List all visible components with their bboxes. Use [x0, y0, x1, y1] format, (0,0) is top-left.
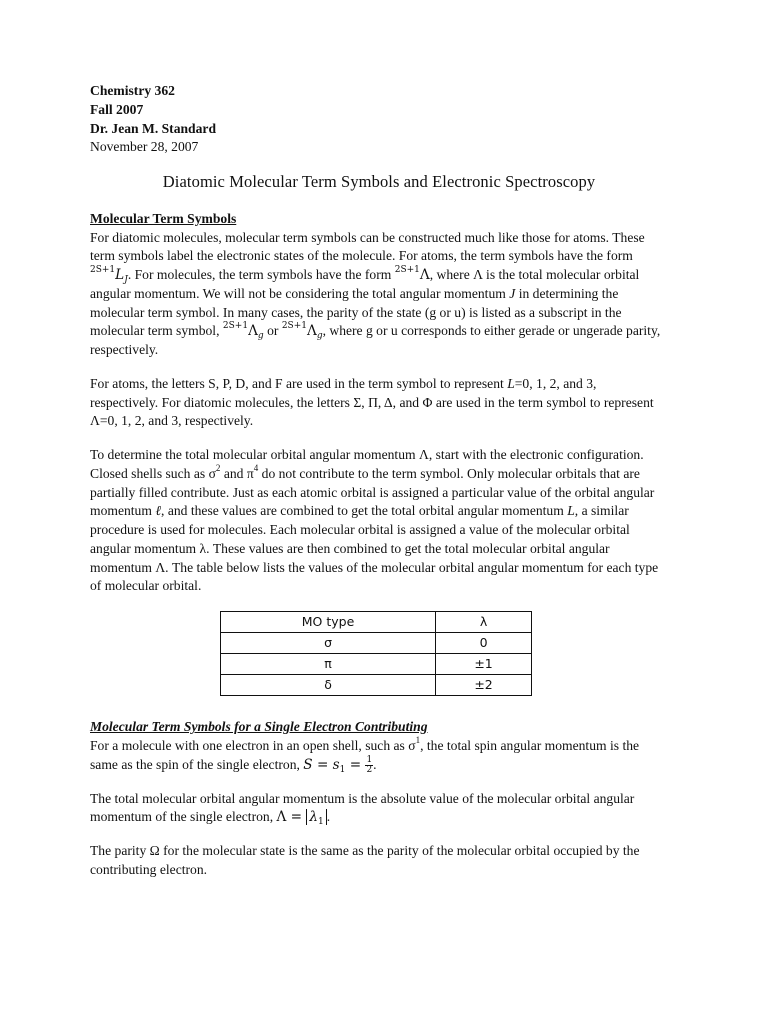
spin-equation: $S = s_1$ = $\frac{1}{2}$ [303, 754, 373, 775]
date: November 28, 2007 [90, 139, 199, 155]
section-heading-single-electron: Molecular Term Symbols for a Single Electron Contributing [90, 719, 428, 735]
sigma-one: $\sigma^1$ [408, 734, 421, 753]
instructor: Dr. Jean M. Standard [90, 120, 217, 136]
molecular-term-symbol: $^{2S+1}$Λ [394, 265, 430, 284]
sigma-squared: $\sigma^2$ [208, 462, 221, 481]
document-title: Diatomic Molecular Term Symbols and Electronic Spectroscopy [162, 172, 596, 191]
mo-type-table [220, 611, 532, 696]
section-heading-term-symbols: Molecular Term Symbols [90, 210, 237, 226]
table-header-cell: MO type [221, 612, 436, 633]
table-header-cell: λ [436, 612, 532, 633]
document-header [90, 82, 668, 157]
lambda-equation: $\Lambda = \lambda_1$ [277, 809, 327, 825]
course-name: Chemistry 362 [90, 83, 175, 98]
table-cell: ±1 [436, 654, 532, 675]
table-header-row [221, 612, 532, 633]
table-cell: π [221, 654, 436, 675]
paragraph-term-symbol-form: For diatomic molecules, molecular term symbols can be constructed much like those for atoms. These term symbols label the electronic states of the molecule. For atoms, the term symbols have the form $^{2S+1}L_J$. For molecules, the term symbols have the form $^{2S+1}$Λ, where Λ is the total molecular orbital angular momentum. We will not be considering the total angular momentum J in determining the molecular term symbol. In many cases, the parity of the state (g or u) is listed as a subscript in the molecular term symbol, $^{2S+1}\Lambda_g$ or $^{2S+1}\Lambda_g$, where g or u corresponds to either gerade or ungerade parity, respectively. [90, 229, 661, 358]
document-page [90, 82, 668, 895]
table-row [221, 654, 532, 675]
paragraph-total-angular-momentum: To determine the total molecular orbital angular momentum Λ, start with the electronic configuration. Closed shells such as $\sigma^2$ and $\pi^4$ do not contribute to the term symbol. Only molecular orbitals that are partially filled contribute. Just as each atomic orbital is assigned a particular value of the orbital angular momentum ℓ, and these values are combined to get the total orbital angular momentum L, a similar procedure is used for molecules. Each molecular orbital is assigned a value of the molecular orbital angular momentum λ. These values are then combined to get the total molecular orbital angular momentum Λ. The table below lists the values of the molecular orbital angular momentum for each type of molecular orbital. [90, 447, 659, 594]
term: Fall 2007 [90, 101, 144, 117]
table-row [221, 633, 532, 654]
term-symbol-with-parity: $^{2S+1}\Lambda_g$ [222, 321, 264, 342]
table-row [221, 675, 532, 696]
table-cell: ±2 [436, 675, 532, 696]
table-cell: σ [221, 633, 436, 654]
table-cell: 0 [436, 633, 532, 654]
paragraph-letters: For atoms, the letters S, P, D, and F are used in the term symbol to represent L=0, 1, 2, and 3, respectively. For diatomic molecules, the letters Σ, Π, Δ, and Φ are used in the term symbol to represent Λ=0, 1, 2, and 3, respectively. [90, 375, 654, 429]
ell-symbol: ℓ [155, 503, 162, 520]
pi-fourth: $\pi^4$ [246, 462, 259, 481]
paragraph-spin: For a molecule with one electron in an open shell, such as $\sigma^1$, the total spin angular momentum is the same as the spin of the single electron, $S = s_1$ = $\frac{1}{2}$ . [90, 734, 640, 775]
table-cell: δ [221, 675, 436, 696]
atomic-term-symbol: $^{2S+1}L_J$ [90, 265, 128, 286]
paragraph-orbital-momentum: The total molecular orbital angular momentum is the absolute value of the molecular orbital angular momentum of the single electron, $\Lambda = \lambda_1$ . [90, 790, 635, 828]
term-symbol-with-parity-2: $^{2S+1}\Lambda_g$ [281, 321, 323, 342]
paragraph-parity: The parity Ω for the molecular state is the same as the parity of the molecular orbital occupied by the contributing electron. [90, 843, 640, 877]
